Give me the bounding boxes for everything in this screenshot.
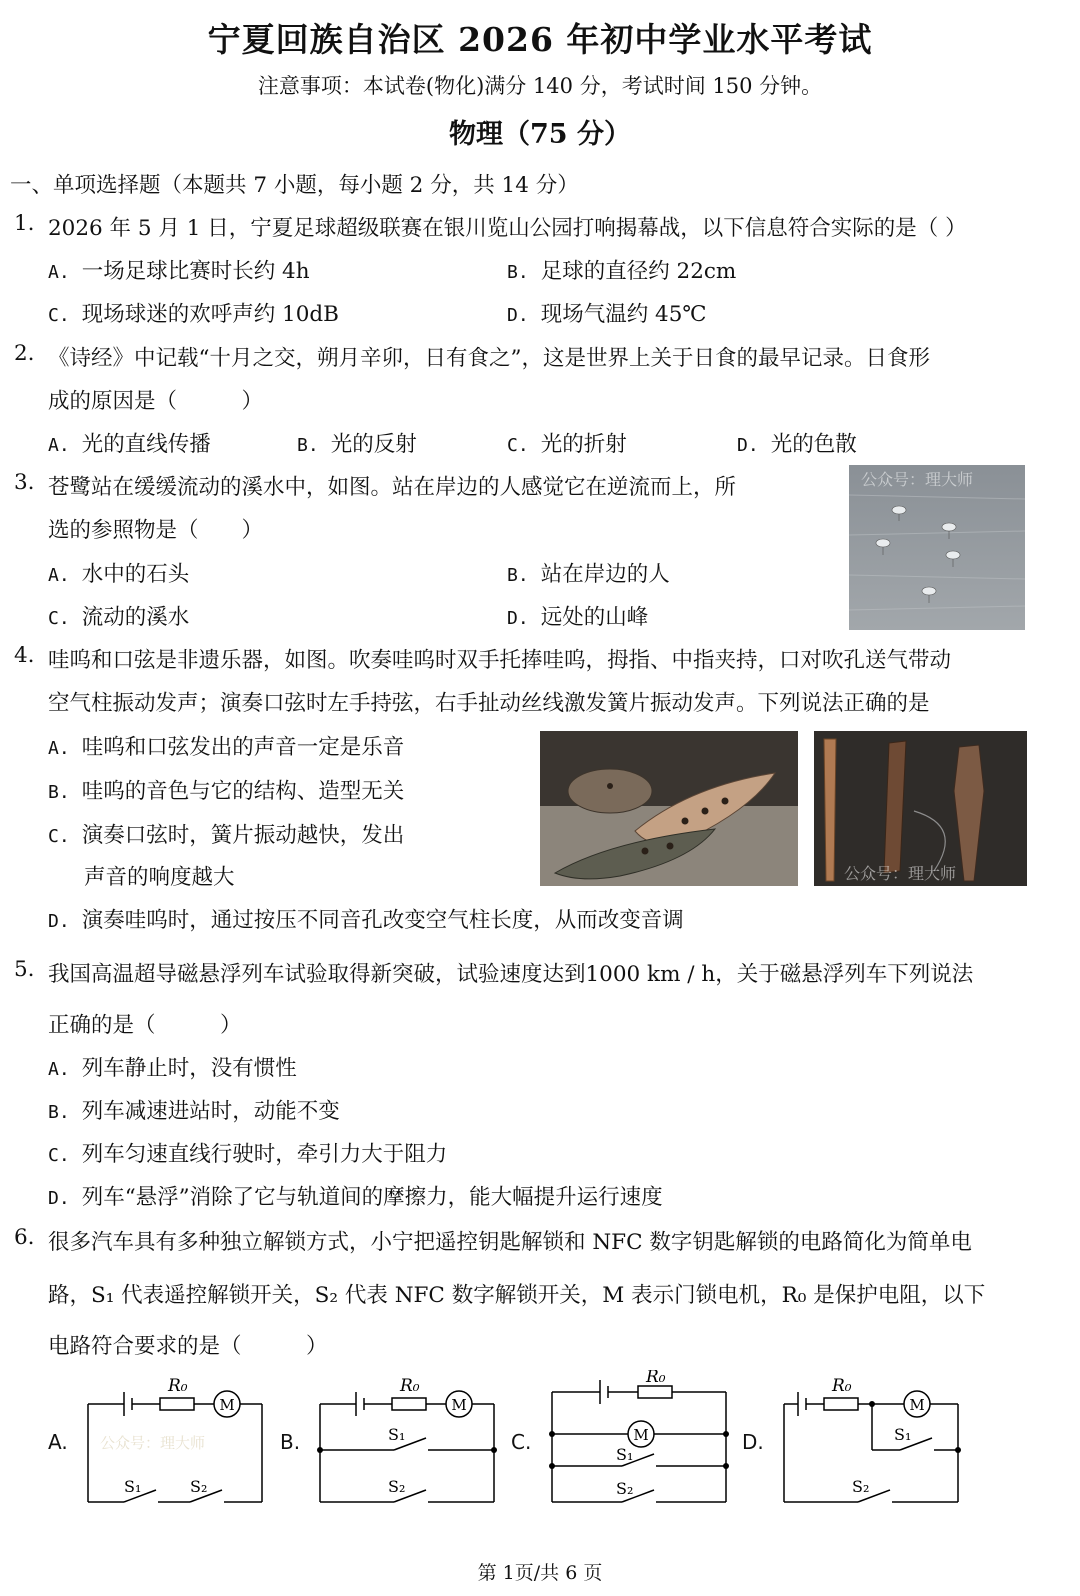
question-text: 很多汽车具有多种独立解锁方式，小宁把遥控钥匙解锁和 NFC 数字钥匙解锁的电路简化为简单电 xyxy=(48,1230,972,1255)
section-heading: 一、单项选择题（本题共 7 小题，每小题 2 分，共 14 分） xyxy=(10,173,579,198)
switch-s1-label: S₁ xyxy=(894,1425,912,1444)
question-text: 电路符合要求的是（ ） xyxy=(48,1334,328,1359)
question-text: 正确的是（ ） xyxy=(48,1013,242,1038)
option-b: B. 足球的直径约 22cm xyxy=(507,259,737,284)
option-c: C. 光的折射 xyxy=(507,432,627,457)
option-b: B. 站在岸边的人 xyxy=(507,562,670,587)
resistor-label: R₀ xyxy=(400,1376,420,1396)
watermark: 公众号：理大师 xyxy=(844,864,957,883)
option-d: D. 列车“悬浮”消除了它与轨道间的摩擦力，能大幅提升运行速度 xyxy=(48,1185,663,1210)
option-a: A. 一场足球比赛时长约 4h xyxy=(48,259,310,284)
wawu-photo xyxy=(540,731,798,886)
circuit-a xyxy=(80,1370,280,1520)
circuit-b-label: B. xyxy=(280,1430,301,1454)
question-text: 我国高温超导磁悬浮列车试验取得新突破，试验速度达到1000 km / h，关于磁悬浮列车下列说法 xyxy=(48,962,974,987)
option-a: A. 光的直线传播 xyxy=(48,432,211,457)
option-d: D. 远处的山峰 xyxy=(507,605,649,630)
question-number: 3. xyxy=(14,470,35,495)
question-text: 路，S₁ 代表遥控解锁开关，S₂ 代表 NFC 数字解锁开关，M 表示门锁电机，R₀ 是保护电阻，以下 xyxy=(48,1283,986,1308)
circuit-d-label: D. xyxy=(742,1430,764,1454)
resistor-label: R₀ xyxy=(646,1370,666,1387)
question-number: 2. xyxy=(14,341,35,366)
switch-s2-label: S₂ xyxy=(616,1479,634,1498)
option-b: B. 哇呜的音色与它的结构、造型无关 xyxy=(48,779,405,804)
question-number: 5. xyxy=(14,957,35,982)
question-number: 6. xyxy=(14,1225,35,1250)
circuit-c-label: C. xyxy=(511,1430,532,1454)
option-d: D. 光的色散 xyxy=(737,432,857,457)
resistor-label: R₀ xyxy=(832,1376,852,1396)
circuit-b xyxy=(312,1370,512,1520)
question-text: 2026 年 5 月 1 日，宁夏足球超级联赛在银川览山公园打响揭幕战，以下信息符合实际的是（ ） xyxy=(48,216,967,241)
switch-s1-label: S₁ xyxy=(388,1425,406,1444)
page-footer: 第 1页/共 6 页 xyxy=(477,1562,603,1584)
option-c: C. 流动的溪水 xyxy=(48,605,190,630)
question-text: 《诗经》中记载“十月之交，朔月辛卯，日有食之”，这是世界上关于日食的最早记录。日食形 xyxy=(48,346,930,371)
motor-label: M xyxy=(451,1396,467,1414)
question-number: 4. xyxy=(14,643,35,668)
question-text: 哇呜和口弦是非遗乐器，如图。吹奏哇呜时双手托捧哇呜，拇指、中指夹持，口对吹孔送气带动 xyxy=(48,648,952,673)
option-c: C. 演奏口弦时，簧片振动越快，发出 xyxy=(48,823,405,848)
question-text: 苍鹭站在缓缓流动的溪水中，如图。站在岸边的人感觉它在逆流而上，所 xyxy=(48,475,737,500)
subject-title: 物理（75 分） xyxy=(449,119,631,150)
question-number: 1. xyxy=(14,211,35,236)
option-b: B. 光的反射 xyxy=(297,432,417,457)
option-a: A. 哇呜和口弦发出的声音一定是乐音 xyxy=(48,735,405,760)
motor-label: M xyxy=(909,1396,925,1414)
option-a: A. 水中的石头 xyxy=(48,562,190,587)
resistor-label: R₀ xyxy=(168,1376,188,1396)
circuit-c xyxy=(544,1370,744,1520)
circuit-a-label: A. xyxy=(48,1430,68,1454)
option-b: B. 列车减速进站时，动能不变 xyxy=(48,1099,340,1124)
question-text: 空气柱振动发声；演奏口弦时左手持弦，右手扯动丝线激发簧片振动发声。下列说法正确的是 xyxy=(48,691,930,716)
motor-label: M xyxy=(633,1426,649,1444)
kouxian-photo xyxy=(814,731,1027,886)
motor-label: M xyxy=(219,1396,235,1414)
switch-s1-label: S₁ xyxy=(616,1445,634,1464)
option-a: A. 列车静止时，没有惯性 xyxy=(48,1056,297,1081)
option-c: C. 现场球迷的欢呼声约 10dB xyxy=(48,302,339,327)
switch-s2-label: S₂ xyxy=(852,1477,870,1496)
option-c-continued: 声音的响度越大 xyxy=(84,865,235,890)
option-d: D. 现场气温约 45℃ xyxy=(507,302,707,327)
switch-s2-label: S₂ xyxy=(388,1477,406,1496)
heron-photo xyxy=(849,465,1025,630)
circuit-d xyxy=(776,1370,976,1520)
exam-notice: 注意事项：本试卷(物化)满分 140 分，考试时间 150 分钟。 xyxy=(257,74,823,98)
switch-s2-label: S₂ xyxy=(190,1477,208,1496)
option-d: D. 演奏哇呜时，通过按压不同音孔改变空气柱长度，从而改变音调 xyxy=(48,908,684,933)
question-text: 成的原因是（ ） xyxy=(48,389,264,414)
watermark: 公众号：理大师 xyxy=(100,1434,206,1452)
option-c: C. 列车匀速直线行驶时，牵引力大于阻力 xyxy=(48,1142,448,1167)
switch-s1-label: S₁ xyxy=(124,1477,142,1496)
exam-title: 宁夏回族自治区 2026 年初中学业水平考试 xyxy=(207,20,873,59)
watermark: 公众号：理大师 xyxy=(861,470,974,489)
question-text: 选的参照物是（ ） xyxy=(48,518,264,543)
